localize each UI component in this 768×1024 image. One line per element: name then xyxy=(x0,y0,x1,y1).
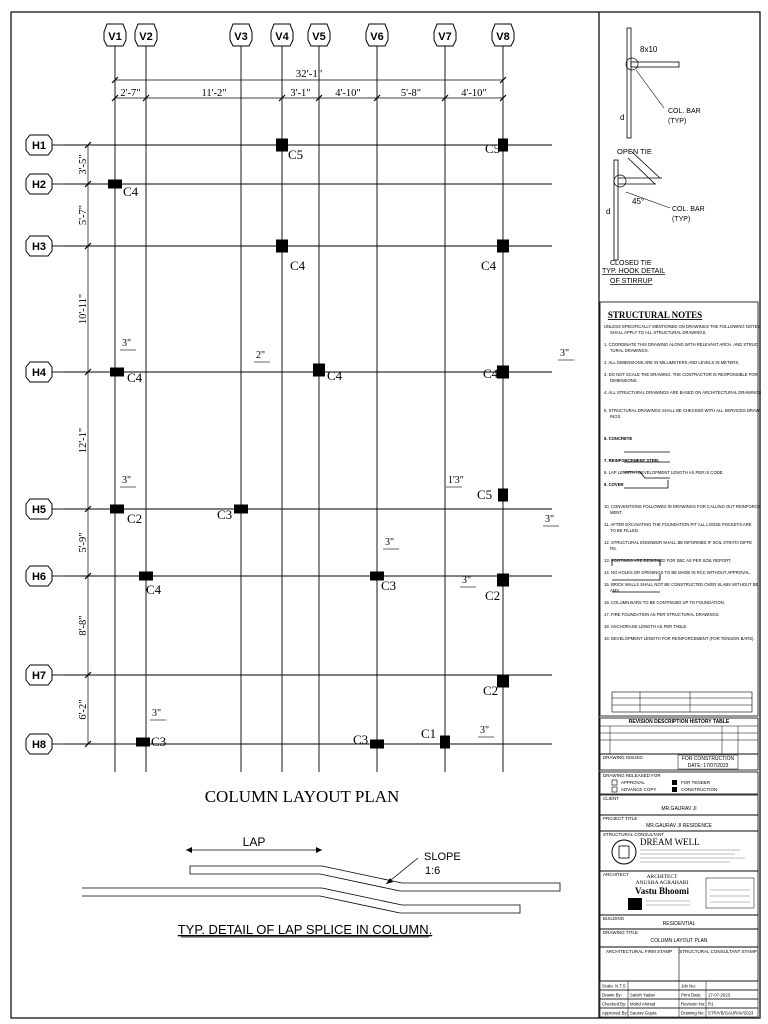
structural-notes xyxy=(600,302,761,716)
column-c4[interactable] xyxy=(497,240,509,253)
vertical-spacing: 6'-2" xyxy=(78,699,89,720)
notes-heading: STRUCTURAL NOTES xyxy=(607,310,703,320)
note-item-cont: . xyxy=(610,396,612,401)
released-option-approval: APPROVAL xyxy=(621,780,645,785)
note-item: 19. DEVELOPMENT LENGTH FOR REINFORCEMENT (FOR TENSION BARS). xyxy=(604,636,755,641)
vertical-spacing: 10'-11" xyxy=(78,293,89,325)
column-c4[interactable] xyxy=(313,364,325,377)
offset-label: 3" xyxy=(152,708,162,719)
d-label-top: d xyxy=(620,113,625,122)
grid-label: H4 xyxy=(31,367,47,379)
stamp-right-label: STRUCTURAL CONSULTANT STAMP xyxy=(679,949,757,954)
grid-bubble-v2 xyxy=(135,24,157,46)
grid-label: H2 xyxy=(31,179,47,191)
note-item: 11. AFTER EXCAVATING THE FOUNDATION PIT ALL LOOSE POCKETS ARE xyxy=(604,522,752,527)
meta-cell: Revision No: xyxy=(681,1001,706,1007)
meta-cell: Print Date: xyxy=(681,992,702,998)
grid-label: V3 xyxy=(234,31,248,43)
column-label: C2 xyxy=(127,511,143,526)
client-label: CLIENT xyxy=(603,796,620,801)
grid-label: V6 xyxy=(370,31,384,43)
lower-bar xyxy=(82,888,520,913)
d-label-bottom: d xyxy=(606,207,611,216)
column-c4[interactable] xyxy=(139,572,153,581)
note-item: 3. DO NOT SCALE THE DRAWING. THE CONTRACTOR IS RESPONSIBLE FOR xyxy=(604,372,758,377)
issue-status: FOR CONSTRUCTION xyxy=(681,756,735,762)
meta-cell: Approved By: xyxy=(602,1010,628,1016)
horizontal-spacing: 3'-1" xyxy=(290,88,311,99)
grid-bubble-v6 xyxy=(366,24,388,46)
note-item: UNLESS SPECIFICALLY MENTIONED ON DRAWINGS THE FOLLOWING NOTES xyxy=(604,324,761,329)
revision-heading: REVISION DESCRIPTION HISTORY TABLE xyxy=(628,719,730,725)
grid-label: V4 xyxy=(275,31,289,43)
note-item: 10. CONVENTIONS FOLLOWED IN DRAWINGS FOR CALLING OUT REINFORCE xyxy=(604,504,761,509)
open-tie-label: OPEN TIE xyxy=(617,147,652,156)
meta-cell: Checked By: xyxy=(602,1001,627,1007)
lap-arrow-left xyxy=(186,847,192,853)
note-item: 13. FOOTINGS ARE DESIGNED FOR SBC AS PER SOIL REPORT. xyxy=(604,558,732,563)
column-label: C3 xyxy=(217,507,233,522)
offset-label: 3" xyxy=(480,725,490,736)
offset-label: 3" xyxy=(462,575,472,586)
column-c4[interactable] xyxy=(276,240,288,253)
meta-cell: Drawn By: xyxy=(602,992,622,998)
vertical-spacing: 8'-8" xyxy=(78,615,89,636)
col-bar-bottom xyxy=(614,160,618,260)
grid-bubble-h4 xyxy=(26,362,52,382)
horizontal-spacing: 4'-10" xyxy=(335,88,361,99)
columns xyxy=(108,139,509,750)
vertical-spacing: 5'-9" xyxy=(78,532,89,553)
grid-label: H6 xyxy=(31,571,47,583)
grid-bubble-v4 xyxy=(271,24,293,46)
column-label: C4 xyxy=(290,258,306,273)
column-label: C3 xyxy=(353,732,369,747)
meta-rows xyxy=(600,981,758,1017)
column-c1[interactable] xyxy=(440,736,450,749)
grid-bubble-v5 xyxy=(308,24,330,46)
grid-bubble-v8 xyxy=(492,24,514,46)
grid-label: H7 xyxy=(31,670,47,682)
stamp-left-label: ARCHITECTURAL FIRM STAMP xyxy=(605,949,673,954)
grid-label: H1 xyxy=(31,140,47,152)
meta-cell: Job No: xyxy=(681,983,696,989)
offset-label: 1'3" xyxy=(448,475,464,486)
grid-bubble-h5 xyxy=(26,499,52,519)
note-item: 16. COLUMN BARS TO BE CONTINUED UP TO FOUNDATION. xyxy=(604,600,725,605)
note-item: 15. BRICK WALLS SHALL NOT BE CONSTRUCTED OVER SLABS WITHOUT BE xyxy=(604,582,759,587)
grid-bubble-v7 xyxy=(434,24,456,46)
building-label: BUILDING xyxy=(603,916,625,921)
column-label: C5 xyxy=(288,147,304,162)
released-option-construction: CONSTRUCTION xyxy=(681,787,718,792)
meta-cell: Drawing No: xyxy=(681,1010,705,1016)
meta-cell: Scale: N.T.S xyxy=(602,983,626,989)
meta-cell: R1 xyxy=(708,1001,714,1007)
column-label: C2 xyxy=(485,588,501,603)
grid-label: H8 xyxy=(31,739,47,751)
development-length-table xyxy=(612,692,752,712)
meta-cell: STR/VB/GAURAV/2023 xyxy=(708,1010,754,1016)
slope-ratio: 1:6 xyxy=(425,865,441,877)
offset-label: 2" xyxy=(256,350,266,361)
note-item-cont: INGS. xyxy=(610,414,622,419)
note-item-cont: TURAL DRAWINGS. xyxy=(610,348,649,353)
closed-tie-label: CLOSED TIE xyxy=(610,260,652,267)
offset-label: 3" xyxy=(545,514,555,525)
lap-detail-title: TYP. DETAIL OF LAP SPLICE IN COLUMN. xyxy=(177,922,433,937)
building-name: RESIDENTIAL xyxy=(662,921,696,927)
grid-bubble-h3 xyxy=(26,236,52,256)
note-item-cont: TO BE FILLED. xyxy=(610,528,640,533)
column-label: C4 xyxy=(327,368,343,383)
released-option-tender: FOR TENDER xyxy=(681,780,711,785)
note-item: 6. CONCRETE xyxy=(604,436,633,441)
sheet-border xyxy=(11,12,760,1018)
grid-label: V8 xyxy=(496,31,510,43)
architect-logo xyxy=(628,898,642,910)
grid-label: H5 xyxy=(31,504,47,516)
column-label: C4 xyxy=(483,366,499,381)
consultant-label: STRUCTURAL CONSULTANT xyxy=(603,832,665,837)
column-label: C5 xyxy=(485,141,501,156)
hook-bend-bottom xyxy=(614,175,626,187)
grid-bubble-h2 xyxy=(26,174,52,194)
column-c2[interactable] xyxy=(110,505,124,514)
column-label: C4 xyxy=(481,258,497,273)
drawing-title-label: DRAWING TITLE xyxy=(603,930,639,935)
note-item: 14. NO HOLES OR OPENINGS TO BE MADE IN RCC WITHOUT APPROVAL. xyxy=(604,570,751,575)
horizontal-spacing: 2'-7" xyxy=(120,88,141,99)
column-layout-plan xyxy=(26,24,574,772)
architect-contact-box xyxy=(706,878,754,908)
drawing-title: COLUMN LAYOUT PLAN xyxy=(650,938,708,944)
col-bar-typ-top: (TYP) xyxy=(668,118,687,125)
meta-cell: Saurav Gupta xyxy=(630,1010,657,1016)
architect-title: ARCHITECT xyxy=(646,874,678,880)
vertical-spacing: 5'-7" xyxy=(78,204,89,226)
note-item: 12. STRUCTURAL ENGINEER SHALL BE INFORMED IF SOIL STRATA DIFFE xyxy=(604,540,753,545)
note-item: 7. REINFORCEMENT STEEL xyxy=(604,458,660,463)
plan-title: COLUMN LAYOUT PLAN xyxy=(204,787,400,806)
grid-bubble-h6 xyxy=(26,566,52,586)
grid-bubble-h8 xyxy=(26,734,52,754)
column-label: C4 xyxy=(123,184,139,199)
grid-bubble-v1 xyxy=(104,24,126,46)
horizontal-spacing: 4'-10" xyxy=(461,88,487,99)
checkbox-approval[interactable] xyxy=(612,780,617,785)
note-item: 17. FIRE FOUNDATION AS PER STRUCTURAL DRAWINGS. xyxy=(604,612,720,617)
offset-label: 3" xyxy=(560,348,570,359)
column-label: C5 xyxy=(477,487,493,502)
column-c4[interactable] xyxy=(497,366,509,379)
col-bar-leader-top xyxy=(636,70,664,108)
slope-label: SLOPE xyxy=(424,851,461,863)
column-label: C2 xyxy=(483,683,499,698)
notes-list xyxy=(604,324,761,641)
checkbox-construction[interactable] xyxy=(672,787,677,792)
note-item: 9. COVER xyxy=(604,482,624,487)
lap-arrow-right xyxy=(316,847,322,853)
architect-firm: Vastu Bhoomi xyxy=(635,886,689,896)
column-label: C3 xyxy=(151,734,167,749)
architect-label: ARCHITECT xyxy=(603,872,629,877)
grid-bubble-v3 xyxy=(230,24,252,46)
column-c3[interactable] xyxy=(370,740,384,749)
note-item: 4. ALL STRUCTURAL DRAWINGS ARE BASED ON ARCHITECTURAL DRAWINGS xyxy=(604,390,762,395)
grid-label: V2 xyxy=(139,31,153,43)
column-label: C1 xyxy=(421,726,437,741)
title-block xyxy=(600,718,758,1017)
client-name: MR.GAURAV JI xyxy=(661,806,697,812)
architect-name: ANUSHA AGRAHARI xyxy=(635,880,689,886)
released-option-advance: ADVANCE COPY xyxy=(621,787,657,792)
offset-label: 3" xyxy=(385,537,395,548)
consultant-logo xyxy=(612,840,636,864)
grid-label: V7 xyxy=(438,31,452,43)
note-item: 8. LAP LENGTH / DEVELOPMENT LENGTH AS PER IS CODE. xyxy=(604,470,724,475)
lap-splice-detail xyxy=(82,835,560,937)
column-label: C3 xyxy=(381,578,397,593)
angle-label: 45° xyxy=(632,197,645,206)
issue-date: DATE: 17/07/2023 xyxy=(687,763,729,769)
column-c3[interactable] xyxy=(136,738,150,747)
horizontal-spacing: 11'-2" xyxy=(201,88,227,99)
upper-bar xyxy=(190,866,560,891)
note-item-cont: RS. xyxy=(610,546,617,551)
checkbox-tender[interactable] xyxy=(672,780,677,785)
stirrup-hook-detail xyxy=(602,28,705,285)
note-item-cont: AMS. xyxy=(610,588,621,593)
project-label: PROJECT TITLE xyxy=(603,816,638,821)
note-item-cont: SHALL APPLY TO ALL STRUCTURAL DRAWINGS. xyxy=(610,330,707,335)
meta-cell: Mohd Ahmad xyxy=(630,1001,656,1007)
released-for-label: DRAWING RELEASED FOR xyxy=(603,773,661,778)
grid-bubble-h7 xyxy=(26,665,52,685)
closed-hook xyxy=(618,152,662,184)
stirrup-title-line2: OF STIRRUP xyxy=(610,278,653,285)
consultant-logo-mark xyxy=(619,846,629,858)
dimension-strings xyxy=(78,68,506,747)
grid-label: H3 xyxy=(31,241,47,253)
hook-bend xyxy=(626,58,638,70)
consultant-name: DREAM WELL xyxy=(640,837,700,847)
column-label: C4 xyxy=(146,582,162,597)
note-item: 1. COORDINATE THIS DRAWING ALONG WITH RELEVANT ARCH. AND STRUC xyxy=(604,342,758,347)
column-c3[interactable] xyxy=(234,505,248,514)
offset-label: 3" xyxy=(122,338,132,349)
column-c2[interactable] xyxy=(497,675,509,688)
meta-cell: 17-07-2023 xyxy=(708,992,730,998)
note-item-cont: DIMENSIONS. xyxy=(610,378,638,383)
horizontal-spacing: 5'-8" xyxy=(400,88,422,99)
col-bar-top xyxy=(627,28,631,138)
overall-dimension: 32'-1" xyxy=(295,68,323,80)
column-c5[interactable] xyxy=(276,139,288,152)
column-c4[interactable] xyxy=(110,368,124,377)
lap-label: LAP xyxy=(242,835,266,849)
grid-bubble-h1 xyxy=(26,135,52,155)
note-item: 2. ALL DIMENSIONS ARE IN MILLIMETERS AND LEVELS IN METERS. xyxy=(604,360,740,365)
project-name: MR.GAURAV JI RESIDENCE xyxy=(646,823,712,829)
col-bar-label-top: COL. BAR xyxy=(668,108,701,115)
drawing-issued-label: DRAWING ISSUED: xyxy=(603,755,644,760)
meta-cell: Satish Yadav xyxy=(630,992,655,998)
offset-label: 3" xyxy=(122,475,132,486)
column-c4[interactable] xyxy=(108,180,122,189)
col-bar-label-bottom: COL. BAR xyxy=(672,206,705,213)
note-item: 5. STRUCTURAL DRAWINGS SHALL BE CHECKED WITH ALL SERVICES DRAW xyxy=(604,408,760,413)
column-c5[interactable] xyxy=(498,489,508,502)
column-c2[interactable] xyxy=(497,574,509,587)
vertical-spacing: 3'-5" xyxy=(78,154,89,175)
vertical-spacing: 12'-1" xyxy=(78,427,89,454)
note-item: 18. ANCHORAGE LENGTH AS PER TABLE. xyxy=(604,624,688,629)
hook-label-top: 8x10 xyxy=(640,45,658,54)
grid-label: V5 xyxy=(312,31,326,43)
stirrup-title-line1: TYP. HOOK DETAIL xyxy=(602,268,666,275)
note-item-cont: MENT. xyxy=(610,510,623,515)
checkbox-advance[interactable] xyxy=(612,787,617,792)
col-bar-typ-bottom: (TYP) xyxy=(672,216,691,223)
column-label: C4 xyxy=(127,370,143,385)
grid-label: V1 xyxy=(108,31,122,43)
